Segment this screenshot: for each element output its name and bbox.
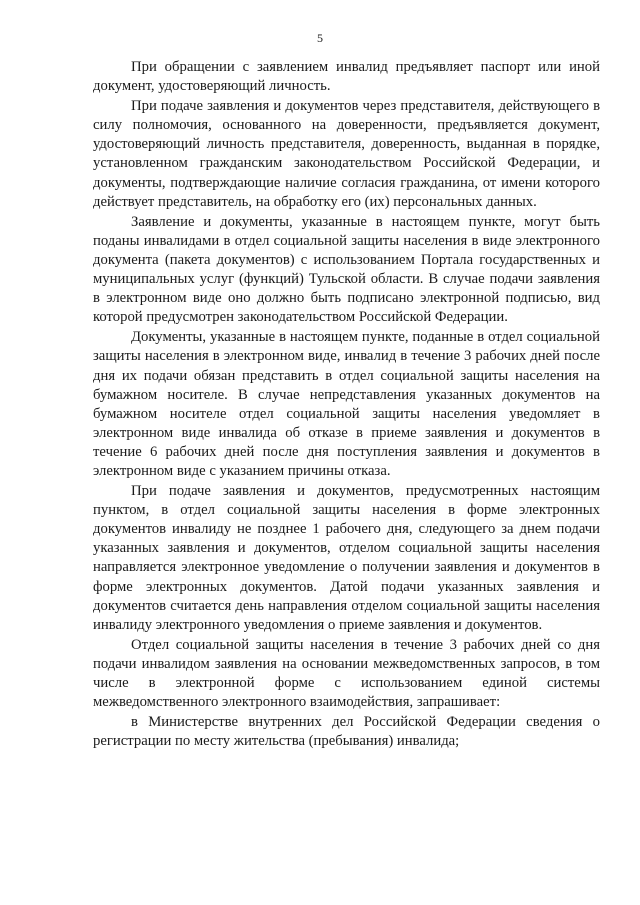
paragraph-electronic-notification: При подаче заявления и документов, предусмотренных настоящим пунктом, в отдел социальной защиты населения в форме электронных документов инвалиду не позднее 1 рабочего дня, следующего за днем подачи указанных заявления и документов, отделом социальной защиты населения направляется электронное уведомление о получении заявления и документов в форме электронных документов. Датой подачи указанных заявления и документов считается день направления отделом социальной защиты населения инвалиду электронного уведомления о приеме заявления и документов.: [93, 483, 600, 633]
document-body: [93, 58, 600, 752]
paragraph-passport: При обращении с заявлением инвалид предъявляет паспорт или иной документ, удостоверяющий личность.: [93, 59, 600, 95]
paragraph-electronic-submission: Заявление и документы, указанные в настоящем пункте, могут быть поданы инвалидами в отдел социальной защиты населения в виде электронного документа (пакета документов) с использованием Портала государственных и муниципальных услуг (функций) Тульской области. В случае подачи заявления в электронном виде оно должно быть подписано электронной подписью, вид которой предусмотрен законодательством Российской Федерации.: [93, 213, 600, 326]
paragraph-interagency-requests: Отдел социальной защиты населения в течение 3 рабочих дней со дня подачи инвалидом заявления на основании межведомственных запросов, в том числе в электронной форме с использованием единой системы межведомственного электронного взаимодействия, запрашивает:: [93, 636, 600, 711]
paragraph-ministry-internal-affairs: в Министерстве внутренних дел Российской Федерации сведения о регистрации по месту жительства (пребывания) инвалида;: [93, 714, 600, 750]
paragraph-paper-documents: Документы, указанные в настоящем пункте, поданные в отдел социальной защиты населения в электронном виде, инвалид в течение 3 рабочих дней после дня их подачи обязан представить в отдел социальной защиты населения на бумажном носителе. В случае непредставления указанных документов на бумажном носителе отдел социальной защиты населения уведомляет в электронном виде инвалида об отказе в приеме заявления и документов в течение 6 рабочих дней после дня поступления заявления и документов в электронном виде с указанием причины отказа.: [93, 329, 600, 479]
page-number: 5: [317, 31, 323, 45]
paragraph-representative: При подаче заявления и документов через представителя, действующего в силу полномочия, основанного на доверенности, предъявляется документ, удостоверяющий личность представителя, доверенность, выданная в порядке, установленном гражданским законодательством Российской Федерации, и документы, подтверждающие наличие согласия гражданина, от имени которого действует представитель, на обработку его (их) персональных данных.: [93, 98, 600, 210]
